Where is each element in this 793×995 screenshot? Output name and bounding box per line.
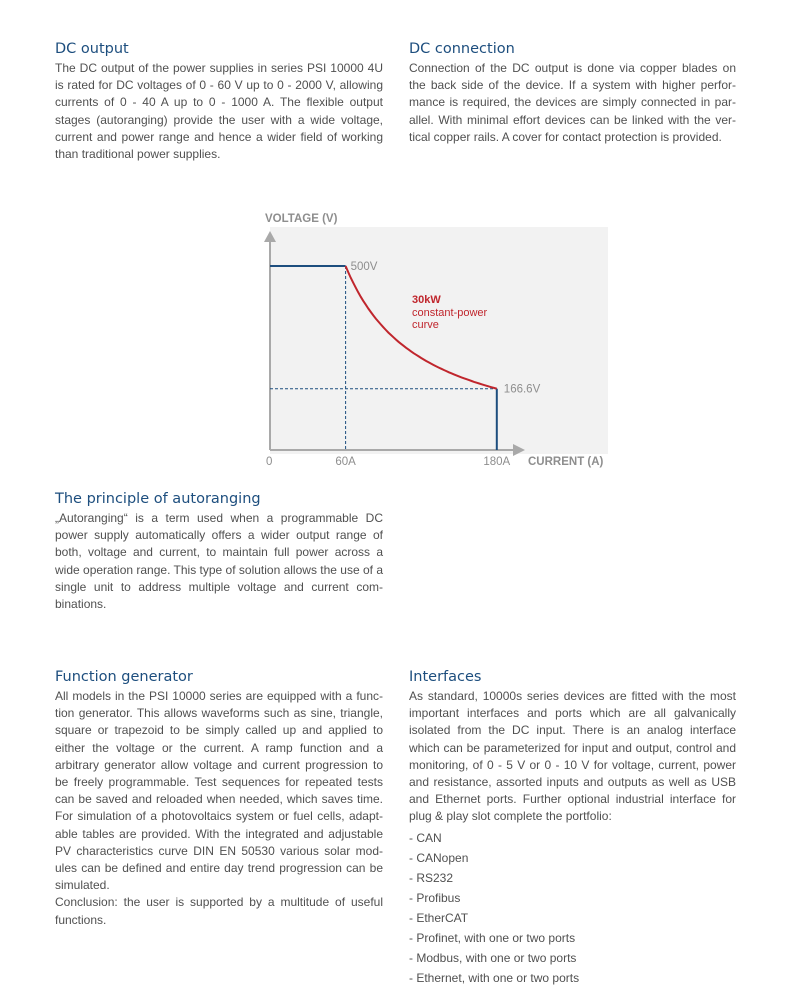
section-text: The DC output of the power supplies in series PSI 10000 4U is rated for DC voltages of 0 - 60 V up to 0 - 2000 V, allowing currents of 0 - 40 A up to 0 - 1000 A. The flexible output stages (autoranging) provide the user with a wide voltage, current and power range and hence a wider field of working than traditional power supplies. [55, 61, 383, 162]
x-tick-label: 0 [266, 456, 273, 468]
list-item: - Modbus, with one or two ports [409, 950, 577, 965]
section-function-generator [55, 668, 383, 929]
section-dc-output [55, 40, 383, 163]
annotation-power: 30kW [412, 294, 441, 306]
list-item: - Ethernet, with one or two ports [409, 970, 580, 985]
label-500v: 500V [350, 261, 378, 273]
list-item: - EtherCAT [409, 910, 469, 925]
interfaces-list [409, 828, 736, 988]
list-item: - Profinet, with one or two ports [409, 930, 576, 945]
section-text: As standard, 10000s series devices are fitted with the most important interfaces and ports which are all galvanically isolated from the DC input. There is an analog interface which can be parameterized for input and output, control and monitoring, of 0 - 5 V or 0 - 10 V for voltage, current, power and resistance, assorted inputs and outputs as well as USB and Ethernet ports. Further optional industrial interface for plug & play slot complete the portfolio: [409, 689, 736, 824]
section-text: Connection of the DC output is done via copper blades on the back side of the device. If a system with higher performance is required, the devices are simply connected in parallel. With minimal effort devices can be linked with the vertical copper rails. A cover for contact protection is provided. [409, 61, 736, 144]
label-166v: 166.6V [503, 383, 541, 396]
section-text: „Autoranging“ is a term used when a programmable DC power supply automatically offers a wider output range of both, voltage and current, to maintain full power across a wide operation range. This type of solution allows the use of a single unit to address multiple voltage and current combinations. [55, 511, 383, 612]
section-text: All models in the PSI 10000 series are equipped with a function generator. This allows waveforms such as sine, triangle, square or trapezoid to be simply called up and applied to either the voltage or the current. A ramp function and a arbitrary generator allow voltage and current progression to be freely programmable. Test sequences for repeated tests can be saved and reloaded when needed, which saves time. For simulation of a photovoltaics system or fuel cells, adaptable tables are provided. With the integrated and adjustable PV characteristics curve DIN EN 50530 various solar modules can be defined and entire day trend progression can be simulated. [55, 689, 383, 893]
section-heading: DC output [55, 41, 129, 57]
x-tick-label: 180A [483, 456, 511, 468]
y-axis-label: VOLTAGE (V) [265, 213, 338, 225]
list-item: - CAN [409, 830, 442, 845]
section-heading: Interfaces [409, 669, 482, 685]
section-dc-connection [409, 40, 736, 146]
autoranging-chart [255, 205, 615, 475]
section-conclusion: Conclusion: the user is supported by a multitude of useful functions. [55, 895, 383, 927]
list-item: - Profibus [409, 890, 461, 905]
section-heading: DC connection [409, 41, 515, 57]
section-interfaces [409, 668, 736, 988]
x-tick-label: 60A [335, 456, 356, 468]
list-item: - RS232 [409, 870, 454, 885]
section-autoranging [55, 490, 383, 613]
list-item: - CANopen [409, 850, 469, 865]
x-axis-label: CURRENT (A) [528, 456, 604, 468]
section-heading: The principle of autoranging [55, 491, 261, 507]
section-heading: Function generator [55, 669, 193, 685]
chart-background [270, 227, 608, 454]
annotation-curve: curve [412, 319, 439, 331]
annotation-constant-power: constant-power [412, 307, 488, 319]
